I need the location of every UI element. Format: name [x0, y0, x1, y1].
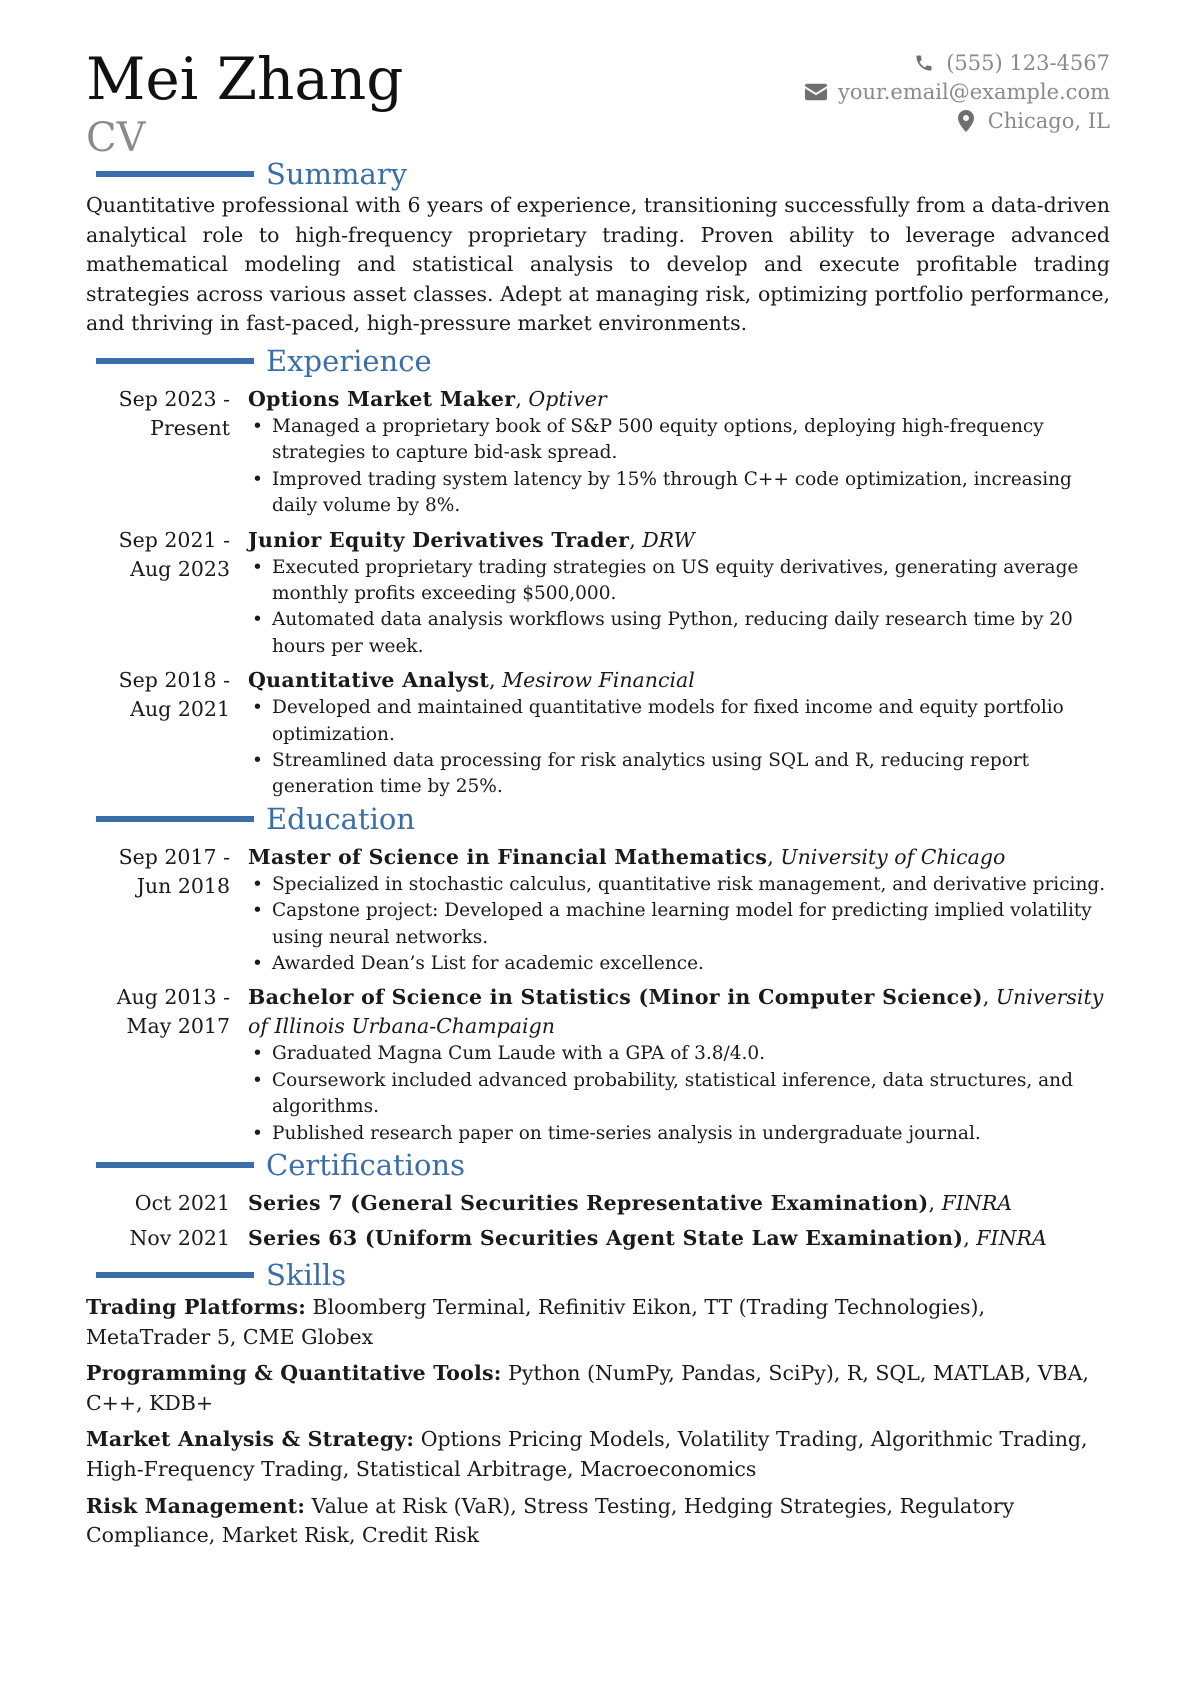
- section-heading: [86, 156, 1110, 192]
- section-heading: [86, 1147, 1110, 1183]
- section-heading: [86, 1257, 1110, 1293]
- person-name: Mei Zhang: [86, 45, 404, 113]
- section-title: Skills: [266, 1258, 347, 1293]
- certification-entry: [86, 1189, 1110, 1218]
- entry-date: Aug 2013 - May 2017: [116, 985, 230, 1039]
- bullet-list: [248, 1041, 1110, 1147]
- institution: University of Chicago: [780, 844, 1006, 869]
- entry-heading: Junior Equity Derivatives Trader, DRW: [248, 527, 695, 552]
- entry-body: [248, 983, 1110, 1147]
- section-rule: [96, 1272, 254, 1278]
- bullet-list: [248, 695, 1110, 801]
- section-title: Education: [266, 801, 416, 836]
- resume-header: [86, 44, 1110, 161]
- certification-entry: [86, 1224, 1110, 1253]
- skill-line: [86, 1293, 1110, 1352]
- bullet-item: • Capstone project: Developed a machine learning model for predicting implied volatility using neural networks.: [248, 898, 1110, 951]
- bullet-item: • Coursework included advanced probability, statistical inference, data structures, and algorithms.: [248, 1068, 1110, 1121]
- entry-heading: Bachelor of Science in Statistics (Minor in Computer Science), University of Illinois Urbana-Champaign: [248, 985, 1104, 1039]
- skill-label: Trading Platforms:: [86, 1295, 306, 1320]
- entry-heading: Series 7 (General Securities Representative Examination), FINRA: [248, 1191, 1013, 1216]
- section-title: Certifications: [266, 1148, 465, 1183]
- section-rule: [96, 1162, 254, 1168]
- skill-value: Python (NumPy, Pandas, SciPy), R, SQL, MATLAB, VBA, C++, KDB+: [86, 1361, 1089, 1415]
- bullet-item: • Automated data analysis workflows using Python, reducing daily research time by 20 hours per week.: [248, 607, 1110, 660]
- skill-label: Risk Management:: [86, 1493, 306, 1518]
- employer: Mesirow Financial: [502, 668, 695, 693]
- entry-date: Sep 2021 - Aug 2023: [118, 527, 230, 581]
- entry-date: Nov 2021: [129, 1226, 230, 1251]
- experience-entry: [86, 666, 1110, 801]
- job-title: Quantitative Analyst: [248, 668, 490, 693]
- section-heading: [86, 343, 1110, 379]
- skill-line: [86, 1359, 1110, 1418]
- bullet-list: [248, 414, 1110, 520]
- institution: University of Illinois Urbana-Champaign: [248, 985, 1104, 1039]
- summary-text: Quantitative professional with 6 years of experience, transitioning successfully from a data-driven analytical role to high-frequency proprietary trading. Proven ability to leverage advanced mathematical modeling and statistical analysis to develop and execute profitable trading strategies across various asset classes. Adept at managing risk, optimizing portfolio performance, and thriving in fast-paced, high-pressure market environments.: [86, 193, 1110, 336]
- certification-title: Series 7 (General Securities Representative Examination): [248, 1191, 929, 1216]
- entry-heading: Master of Science in Financial Mathematics, University of Chicago: [248, 844, 1006, 869]
- degree-title: Bachelor of Science in Statistics (Minor in Computer Science): [248, 985, 983, 1010]
- bullet-item: • Awarded Dean’s List for academic excellence.: [248, 951, 1110, 977]
- entry-body: [248, 526, 1110, 661]
- education-section: [86, 801, 1110, 1147]
- entry-heading: Series 63 (Uniform Securities Agent State Law Examination), FINRA: [248, 1226, 1047, 1251]
- issuer: FINRA: [976, 1226, 1047, 1251]
- job-title: Options Market Maker: [248, 386, 516, 411]
- map-pin-icon: [954, 110, 978, 132]
- skill-value: Options Pricing Models, Volatility Trading, Algorithmic Trading, High-Frequency Trading, Statistical Arbitrage, Macroeconomics: [86, 1427, 1088, 1482]
- location-text: Chicago, IL: [987, 108, 1110, 133]
- entry-date: Sep 2017 - Jun 2018: [118, 844, 230, 898]
- bullet-list: [248, 872, 1110, 978]
- degree-title: Master of Science in Financial Mathematics: [248, 844, 768, 869]
- education-entry: [86, 843, 1110, 978]
- skill-value: Bloomberg Terminal, Refinitiv Eikon, TT (Trading Technologies), MetaTrader 5, CME Globex: [86, 1295, 986, 1349]
- contact-info: [804, 48, 1110, 135]
- section-heading: [86, 801, 1110, 837]
- phone-icon: [912, 52, 936, 74]
- experience-entry: [86, 385, 1110, 520]
- entry-body: [248, 843, 1110, 978]
- certification-title: Series 63 (Uniform Securities Agent State Law Examination): [248, 1226, 964, 1251]
- skills-section: [86, 1257, 1110, 1551]
- skill-line: [86, 1425, 1110, 1484]
- skill-label: Programming & Quantitative Tools:: [86, 1361, 502, 1386]
- entry-body: [248, 666, 1110, 801]
- contact-email: [804, 77, 1110, 106]
- section-title: Experience: [266, 343, 432, 378]
- bullet-item: • Graduated Magna Cum Laude with a GPA of 3.8/4.0.: [248, 1041, 1110, 1067]
- entry-date: Sep 2018 - Aug 2021: [118, 668, 230, 722]
- bullet-list: [248, 555, 1110, 661]
- entry-date: Sep 2023 - Present: [118, 386, 230, 440]
- summary-section: [86, 156, 1110, 339]
- experience-entry: [86, 526, 1110, 661]
- employer: Optiver: [528, 386, 607, 411]
- skill-line: [86, 1492, 1110, 1551]
- section-rule: [96, 171, 254, 177]
- entry-body: [248, 385, 1110, 520]
- skill-label: Market Analysis & Strategy:: [86, 1427, 415, 1452]
- contact-phone: [804, 48, 1110, 77]
- entry-date: Oct 2021: [134, 1191, 230, 1216]
- certifications-section: [86, 1147, 1110, 1253]
- document-type: CV: [86, 115, 146, 161]
- entry-heading: Quantitative Analyst, Mesirow Financial: [248, 668, 695, 693]
- section-title: Summary: [266, 157, 408, 191]
- resume-page: [86, 44, 1110, 1558]
- envelope-icon: [804, 81, 828, 103]
- contact-location: [804, 106, 1110, 135]
- bullet-item: • Improved trading system latency by 15% through C++ code optimization, increasing daily volume by 8%.: [248, 467, 1110, 520]
- issuer: FINRA: [941, 1191, 1013, 1216]
- skill-value: Value at Risk (VaR), Stress Testing, Hedging Strategies, Regulatory Compliance, Market Risk, Credit Risk: [86, 1493, 1015, 1548]
- experience-section: [86, 343, 1110, 801]
- bullet-item: • Specialized in stochastic calculus, quantitative risk management, and derivative pricing.: [248, 872, 1110, 898]
- bullet-item: • Published research paper on time-series analysis in undergraduate journal.: [248, 1121, 1110, 1147]
- employer: DRW: [642, 527, 695, 552]
- entry-heading: Options Market Maker, Optiver: [248, 386, 607, 411]
- bullet-item: • Streamlined data processing for risk analytics using SQL and R, reducing report generation time by 25%.: [248, 748, 1110, 801]
- job-title: Junior Equity Derivatives Trader: [248, 527, 630, 552]
- section-rule: [96, 358, 254, 364]
- education-entry: [86, 983, 1110, 1147]
- phone-number[interactable]: (555) 123-4567: [946, 50, 1110, 75]
- section-rule: [96, 816, 254, 822]
- bullet-item: • Developed and maintained quantitative models for fixed income and equity portfolio optimization.: [248, 695, 1110, 748]
- bullet-item: • Managed a proprietary book of S&P 500 equity options, deploying high-frequency strategies to capture bid-ask spread.: [248, 414, 1110, 467]
- bullet-item: • Executed proprietary trading strategies on US equity derivatives, generating average monthly profits exceeding $500,000.: [248, 555, 1110, 608]
- email-address[interactable]: your.email@example.com: [837, 79, 1110, 104]
